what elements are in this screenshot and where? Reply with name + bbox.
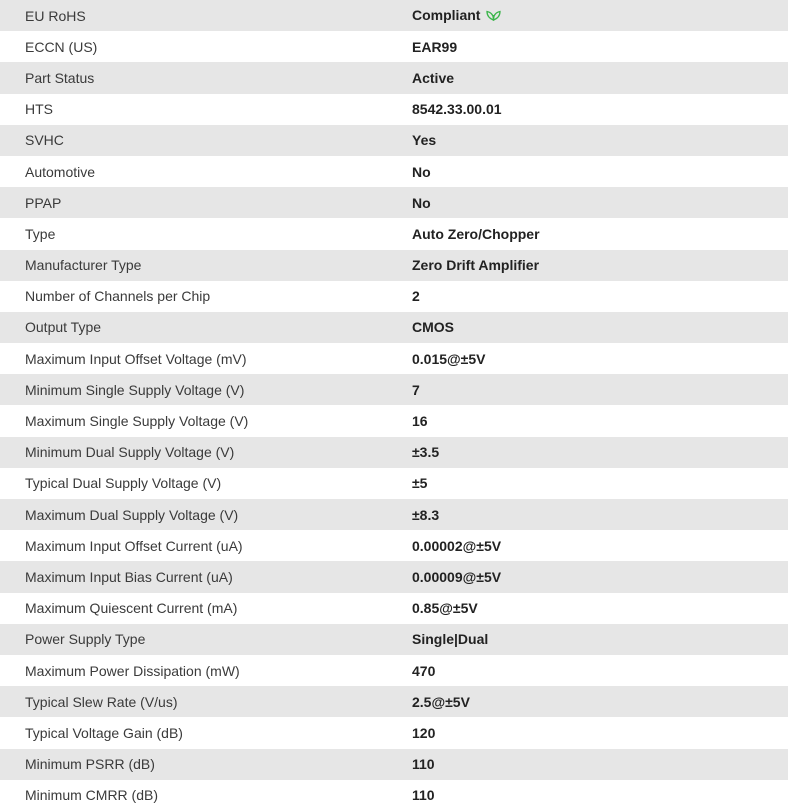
spec-value-cell	[412, 624, 788, 655]
spec-row	[0, 156, 788, 187]
spec-row	[0, 437, 788, 468]
spec-label: Minimum Single Supply Voltage (V)	[0, 374, 412, 405]
spec-value-cell	[412, 686, 788, 717]
spec-row	[0, 94, 788, 125]
spec-label: Manufacturer Type	[0, 250, 412, 281]
spec-value-cell	[412, 281, 788, 312]
spec-value-cell	[412, 0, 788, 31]
spec-label: EU RoHS	[0, 0, 412, 31]
spec-label: Typical Dual Supply Voltage (V)	[0, 468, 412, 499]
spec-value: 0.00002@±5V	[412, 537, 502, 554]
spec-value: Single|Dual	[412, 631, 489, 648]
spec-value: No	[412, 194, 431, 211]
spec-value-cell	[412, 187, 788, 218]
spec-label: Typical Slew Rate (V/us)	[0, 686, 412, 717]
spec-row	[0, 31, 788, 62]
spec-label: HTS	[0, 94, 412, 125]
spec-value-cell	[412, 499, 788, 530]
spec-value-cell	[412, 780, 788, 810]
spec-label: ECCN (US)	[0, 31, 412, 62]
spec-row	[0, 624, 788, 655]
spec-row	[0, 749, 788, 780]
spec-value: Auto Zero/Chopper	[412, 225, 540, 242]
spec-label: Maximum Input Offset Voltage (mV)	[0, 343, 412, 374]
spec-row	[0, 187, 788, 218]
spec-value-cell	[412, 31, 788, 62]
spec-value-cell	[412, 312, 788, 343]
spec-value: 8542.33.00.01	[412, 101, 502, 118]
spec-value-cell	[412, 250, 788, 281]
spec-row	[0, 0, 788, 31]
spec-value: Yes	[412, 132, 437, 149]
spec-value: EAR99	[412, 38, 458, 55]
spec-label: Type	[0, 218, 412, 249]
spec-value-cell	[412, 655, 788, 686]
spec-value-cell	[412, 561, 788, 592]
spec-label: Number of Channels per Chip	[0, 281, 412, 312]
spec-row	[0, 312, 788, 343]
spec-row	[0, 561, 788, 592]
spec-label: Maximum Quiescent Current (mA)	[0, 593, 412, 624]
spec-value: 120	[412, 724, 436, 741]
spec-row	[0, 250, 788, 281]
spec-value: 0.85@±5V	[412, 600, 478, 617]
spec-label: Typical Voltage Gain (dB)	[0, 717, 412, 748]
spec-label: Output Type	[0, 312, 412, 343]
spec-row	[0, 62, 788, 93]
spec-value: 110	[412, 756, 435, 773]
spec-value: ±3.5	[412, 444, 440, 461]
spec-label: Power Supply Type	[0, 624, 412, 655]
spec-row	[0, 717, 788, 748]
spec-value: Zero Drift Amplifier	[412, 257, 540, 274]
spec-row	[0, 405, 788, 436]
spec-label: Automotive	[0, 156, 412, 187]
spec-label: PPAP	[0, 187, 412, 218]
spec-value-cell	[412, 405, 788, 436]
spec-value-cell	[412, 717, 788, 748]
spec-row	[0, 125, 788, 156]
spec-value: 0.015@±5V	[412, 350, 486, 367]
spec-row	[0, 530, 788, 561]
spec-value: 110	[412, 787, 435, 804]
spec-value-cell	[412, 593, 788, 624]
spec-row	[0, 593, 788, 624]
spec-label: Maximum Input Offset Current (uA)	[0, 530, 412, 561]
spec-value-cell	[412, 156, 788, 187]
spec-row	[0, 655, 788, 686]
spec-value: Compliant	[412, 7, 481, 24]
spec-row	[0, 374, 788, 405]
spec-value-cell	[412, 218, 788, 249]
spec-label: Maximum Power Dissipation (mW)	[0, 655, 412, 686]
spec-value: 2	[412, 288, 420, 305]
spec-value: 7	[412, 381, 420, 398]
spec-label: Minimum CMRR (dB)	[0, 780, 412, 810]
spec-row	[0, 218, 788, 249]
spec-value-cell	[412, 468, 788, 499]
spec-row	[0, 343, 788, 374]
spec-value: No	[412, 163, 431, 180]
spec-value-cell	[412, 437, 788, 468]
spec-value-cell	[412, 374, 788, 405]
spec-value-cell	[412, 343, 788, 374]
spec-row	[0, 281, 788, 312]
spec-row	[0, 780, 788, 810]
spec-row	[0, 686, 788, 717]
spec-value: CMOS	[412, 319, 454, 336]
spec-value: 16	[412, 413, 428, 430]
spec-value: 470	[412, 662, 436, 679]
spec-value: 0.00009@±5V	[412, 568, 502, 585]
spec-label: Maximum Input Bias Current (uA)	[0, 561, 412, 592]
spec-value-cell	[412, 94, 788, 125]
spec-value-cell	[412, 749, 788, 780]
spec-label: Minimum Dual Supply Voltage (V)	[0, 437, 412, 468]
spec-label: Maximum Single Supply Voltage (V)	[0, 405, 412, 436]
spec-label: Part Status	[0, 62, 412, 93]
spec-row	[0, 499, 788, 530]
spec-label: SVHC	[0, 125, 412, 156]
spec-value: ±8.3	[412, 506, 440, 523]
spec-value: 2.5@±5V	[412, 693, 470, 710]
spec-value: Active	[412, 69, 455, 86]
spec-row	[0, 468, 788, 499]
spec-value-cell	[412, 62, 788, 93]
leaf-icon	[486, 9, 501, 23]
spec-value-cell	[412, 125, 788, 156]
spec-value: ±5	[412, 475, 428, 492]
spec-value-cell	[412, 530, 788, 561]
spec-label: Maximum Dual Supply Voltage (V)	[0, 499, 412, 530]
spec-label: Minimum PSRR (dB)	[0, 749, 412, 780]
